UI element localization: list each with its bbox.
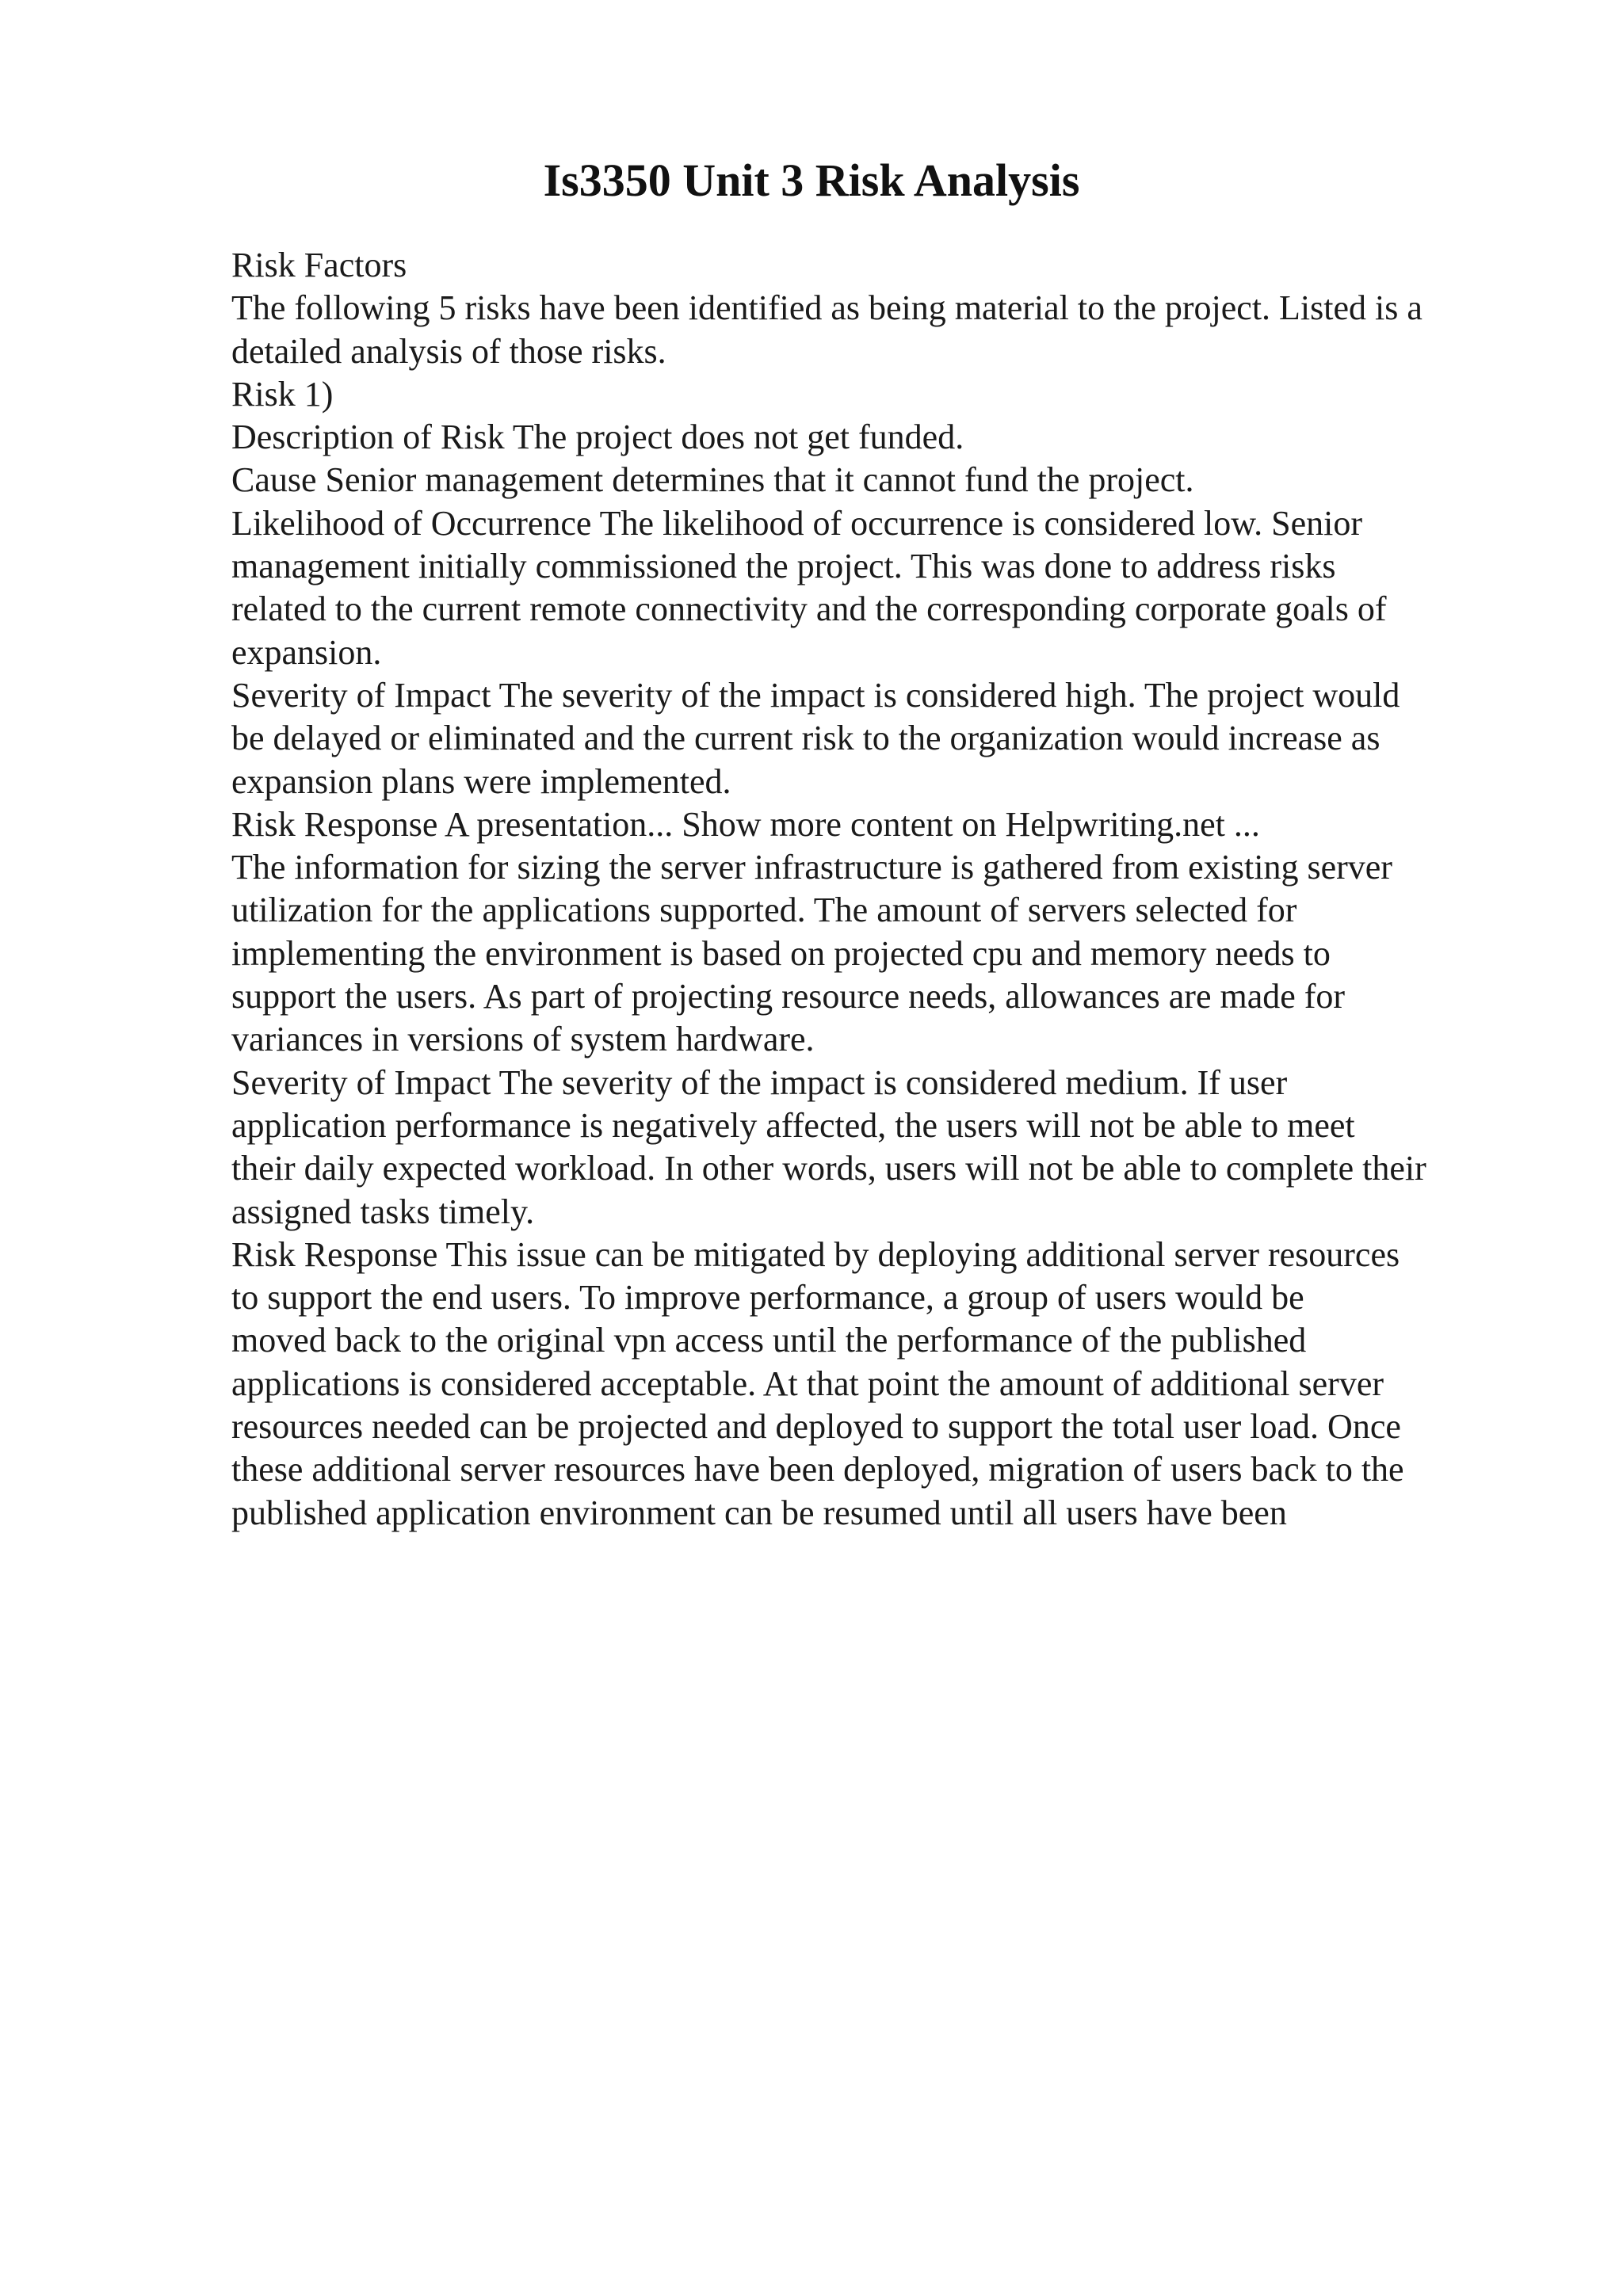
- text-line: Severity of Impact The severity of the impact is considered high. The project would: [231, 675, 1400, 715]
- text-line: these additional server resources have been deployed, migration of users back to the: [231, 1450, 1404, 1489]
- document-title: Is3350 Unit 3 Risk Analysis: [543, 154, 1080, 206]
- text-line: detailed analysis of those risks.: [231, 331, 666, 371]
- text-line: related to the current remote connectivity and the corresponding corporate goals of: [231, 589, 1387, 629]
- document-body: [231, 244, 1515, 1535]
- text-line: implementing the environment is based on projected cpu and memory needs to: [231, 933, 1331, 973]
- text-line: The following 5 risks have been identified as being material to the project. Listed is a: [231, 288, 1423, 328]
- text-line: Risk 1): [231, 374, 334, 414]
- text-line: be delayed or eliminated and the current risk to the organization would increase as: [231, 719, 1381, 758]
- text-line: support the users. As part of projecting resource needs, allowances are made for: [231, 977, 1346, 1016]
- text-line: Risk Response This issue can be mitigated by deploying additional server resources: [231, 1234, 1400, 1274]
- text-line: published application environment can be resumed until all users have been: [231, 1493, 1287, 1532]
- text-line: Risk Factors: [231, 246, 407, 284]
- text-line: management initially commissioned the project. This was done to address risks: [231, 547, 1336, 586]
- text-line: applications is considered acceptable. At that point the amount of additional server: [231, 1363, 1384, 1403]
- text-line: resources needed can be projected and deployed to support the total user load. Once: [231, 1407, 1401, 1447]
- text-line: to support the end users. To improve performance, a group of users would be: [231, 1278, 1304, 1318]
- text-line: moved back to the original vpn access until the performance of the published: [231, 1321, 1307, 1360]
- text-line: Likelihood of Occurrence The likelihood of occurrence is considered low. Senior: [231, 503, 1363, 543]
- text-line: Severity of Impact The severity of the impact is considered medium. If user: [231, 1062, 1288, 1102]
- text-line: their daily expected workload. In other words, users will not be able to complete their: [231, 1149, 1426, 1188]
- text-line: assigned tasks timely.: [231, 1192, 535, 1231]
- text-line: variances in versions of system hardware.: [231, 1020, 815, 1059]
- text-line: expansion.: [231, 632, 382, 672]
- text-line: Description of Risk The project does not get funded.: [231, 418, 964, 457]
- text-line: Risk Response A presentation... Show more content on Helpwriting.net ...: [231, 804, 1260, 844]
- text-line: Cause Senior management determines that it cannot fund the project.: [231, 460, 1194, 500]
- text-line: application performance is negatively affected, the users will not be able to meet: [231, 1105, 1355, 1145]
- text-line: utilization for the applications supported. The amount of servers selected for: [231, 891, 1297, 930]
- text-line: The information for sizing the server infrastructure is gathered from existing server: [231, 848, 1392, 887]
- text-line: expansion plans were implemented.: [231, 761, 731, 801]
